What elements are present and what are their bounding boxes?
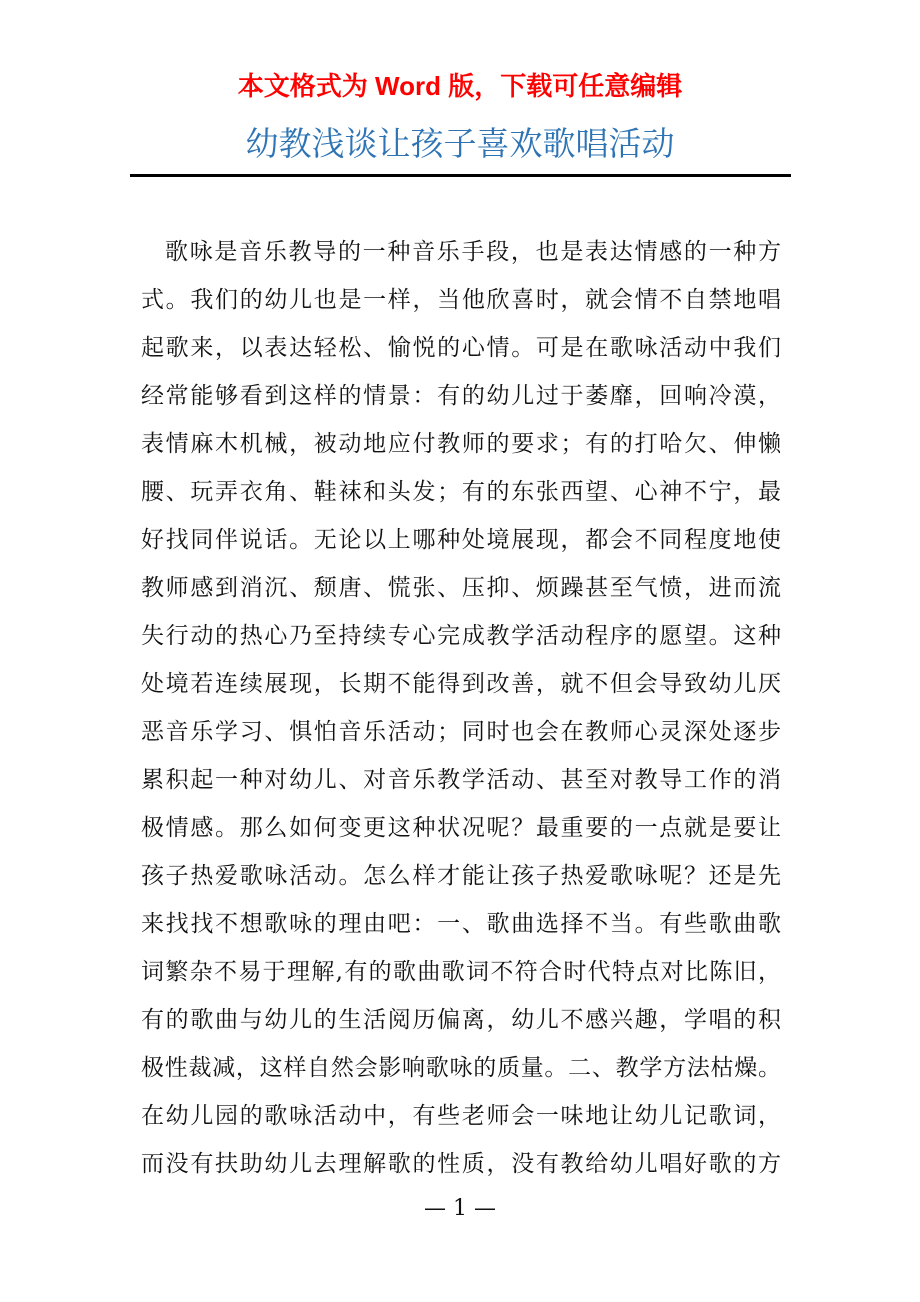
paragraph-line: 教师感到消沉、颓唐、慌张、压抑、烦躁甚至气愤，进而流 [141, 575, 781, 601]
paragraph-line: 来找找不想歌咏的理由吧：一、歌曲选择不当。有些歌曲歌 [141, 911, 781, 937]
paragraph-line: 累积起一种对幼儿、对音乐教学活动、甚至对教导工作的消 [141, 767, 781, 793]
header-divider [130, 174, 791, 177]
paragraph-line: 极情感。那么如何变更这种状况呢？最重要的一点就是要让 [141, 815, 781, 841]
paragraph-line: 歌咏是音乐教导的一种音乐手段，也是表达情感的一种方 [165, 239, 781, 265]
paragraph-line: 腰、玩弄衣角、鞋袜和头发；有的东张西望、心神不宁，最 [141, 479, 781, 505]
paragraph-line: 而没有扶助幼儿去理解歌的性质，没有教给幼儿唱好歌的方 [141, 1151, 781, 1177]
paragraph-line: 词繁杂不易于理解,有的歌曲歌词不符合时代特点对比陈旧， [141, 959, 781, 985]
paragraph-line: 有的歌曲与幼儿的生活阅历偏离，幼儿不感兴趣，学唱的积 [141, 1007, 781, 1033]
paragraph-line: 孩子热爱歌咏活动。怎么样才能让孩子热爱歌咏呢？还是先 [141, 863, 781, 889]
paragraph-line: 在幼儿园的歌咏活动中，有些老师会一味地让幼儿记歌词， [141, 1103, 781, 1129]
paragraph-line: 处境若连续展现，长期不能得到改善，就不但会导致幼儿厌 [141, 671, 781, 697]
document-title: 幼教浅谈让孩子喜欢歌唱活动 [245, 125, 675, 162]
paragraph-line: 失行动的热心乃至持续专心完成教学活动程序的愿望。这种 [141, 623, 781, 649]
page-number: — 1 — [424, 1196, 496, 1221]
paragraph-line: 表情麻木机械，被动地应付教师的要求；有的打哈欠、伸懒 [141, 431, 781, 457]
paragraph-line: 式。我们的幼儿也是一样，当他欣喜时，就会情不自禁地唱 [141, 287, 781, 313]
paragraph-line: 起歌来，以表达轻松、愉悦的心情。可是在歌咏活动中我们 [141, 335, 781, 361]
paragraph-line: 恶音乐学习、惧怕音乐活动；同时也会在教师心灵深处逐步 [141, 719, 781, 745]
paragraph-line: 极性裁减，这样自然会影响歌咏的质量。二、教学方法枯燥。 [141, 1055, 781, 1081]
format-notice: 本文格式为 Word 版，下载可任意编辑 [237, 71, 683, 101]
document-body [141, 228, 781, 1188]
paragraph-line: 经常能够看到这样的情景：有的幼儿过于萎靡，回响冷漠， [141, 383, 781, 409]
paragraph-line: 好找同伴说话。无论以上哪种处境展现，都会不同程度地使 [141, 527, 781, 553]
